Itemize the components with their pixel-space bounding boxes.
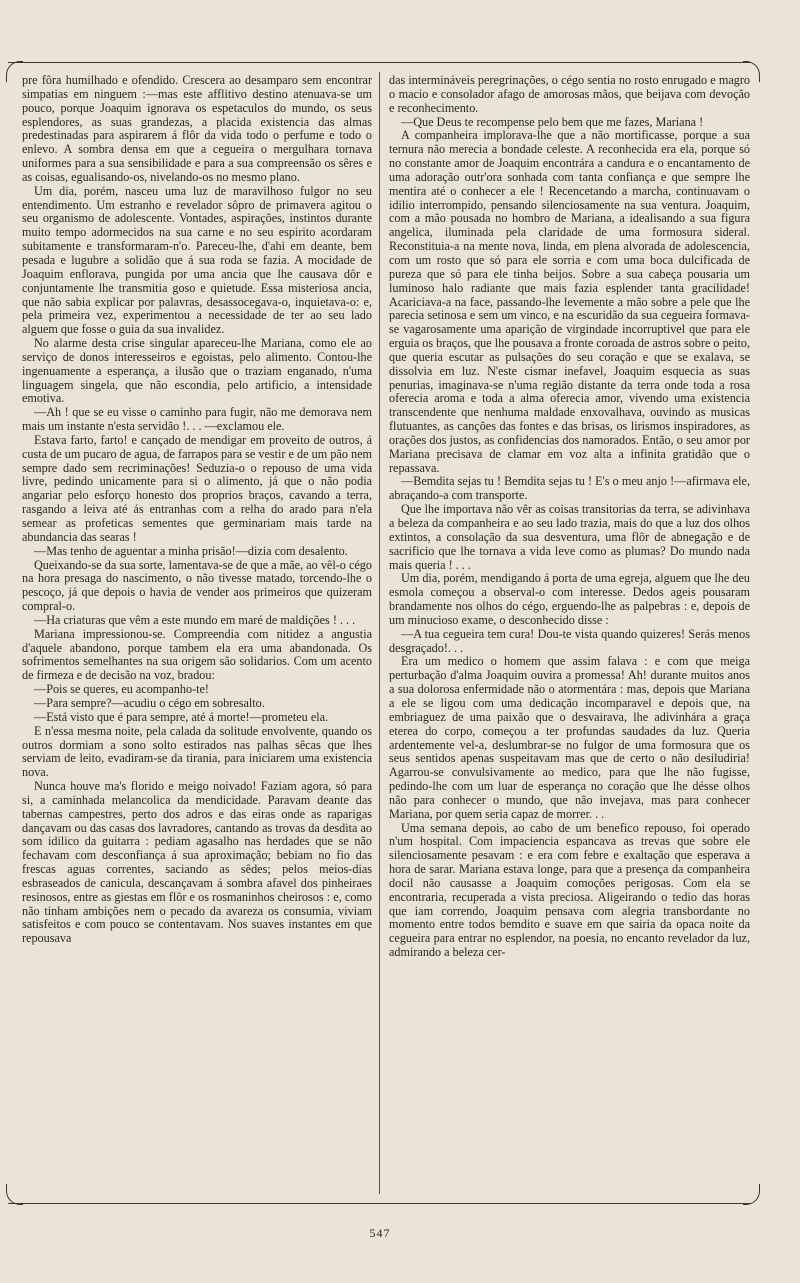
paragraph: das intermináveis peregrinações, o cégo sentia no rosto enrugado e magro o macio e consolador afago de amorosas mãos, que beijava com devoção e reconhecimento. [389,73,750,115]
paragraph: Queixando-se da sua sorte, lamentava-se de que a mãe, ao vêl-o cégo na hora presaga do nascimento, o não tivesse matado, torcendo-lhe o pescoço, já que depois o havia de vender aos primeiros que quizeram compral-o. [22,557,372,614]
column-divider [379,72,380,1194]
border-corner-bottom-right [743,1184,760,1205]
border-corner-top-left [6,61,23,82]
paragraph: —Ah ! que se eu visse o caminho para fugir, não me demorava nem mais um instante n'esta servidão !. . . —exclamou ele. [22,405,372,434]
paragraph: Uma semana depois, ao cabo de um benefico repouso, foi operado n'um hospital. Com impaciencia espancava as trevas que sobre ele silenciosamente pesavam : e era com febre e exaltação que esperava a hora de sarar. Mariana estava longe, para que a presença da companheira docil não causasse a Joaquim comoções perigosas. Com ela se encontraria, recuperada a vista preciosa. Aligeirando o tedio das horas que iam correndo, Joaquim pensava com alegria transbordante no momento entre todos bemdito e suave em que sairia da opaca noite da cegueira para entrar no esplendor, na poesia, no encanto revelador da luz, admirando a beleza cer- [389,820,750,960]
right-column [389,74,750,960]
paragraph: Nunca houve ma's florido e meigo noivado! Faziam agora, só para si, a caminhada melancolica da mendicidade. Paravam deante das tabernas campestres, perto dos adros e das eiras onde as raparigas dançavam ou das casas dos lavradores, cantando as trovas da desdita ao som idilico da guitarra : pediam agasalho nas herdades que se não fechavam com desconfiança á sua aproximação; bebiam no fio das frescas aguas correntes, saciando as sêdes; pelos meios-dias esbraseados de canicula, descançavam á sombra afavel dos pinheiraes resinosos, entre as giestas em flôr e os rosmaninhos cheirosos : e, como não tinham ambições nem o pecado da avareza os consumia, viviam satisfeitos e com pouco se contentavam. Nos suaves instantes em que repousava [22,779,372,946]
paragraph: No alarme desta crise singular apareceu-lhe Mariana, como ele ao serviço de donos interesseiros e egoistas, pelo alimento. Contou-lhe ingenuamente a esperança, a ilusão que o traziam enganado, n'uma linguagem singela, que não escondia, pelo artificio, a intensidade emotiva. [22,336,372,406]
left-column [22,74,372,946]
paragraph: —Que Deus te recompense pelo bem que me fazes, Mariana ! [401,114,704,129]
paragraph: Um dia, porém, mendigando á porta de uma egreja, alguem que lhe deu esmola começou a observal-o com interesse. Dedos ageis pousaram brandamente nos olhos do cégo, erguendo-lhe as palpebras : e, depois de um minucioso exame, o desconhecido disse : [389,571,750,627]
paragraph: Que lhe importava não vêr as coisas transitorias da terra, se adivinhava a beleza da companheira e ao seu lado trazia, mais do que a luz dos olhos extintos, a consolação da sua desventura, uma flôr de abnegação e de sacrificio que lhe tornava a vida leve como as plumas? Do mundo nada mais queria ! . . . [389,502,750,572]
paragraph: —Está visto que é para sempre, até á morte!—prometeu ela. [34,709,329,724]
paragraph: —Para sempre?—acudiu o cégo em sobresalto. [34,695,265,710]
paragraph: —Bemdita sejas tu ! Bemdita sejas tu ! E's o meu anjo !—afirmava ele, abraçando-a com transporte. [389,474,750,503]
page-number: 547 [369,1226,391,1240]
border-corner-bottom-left [6,1184,23,1205]
paragraph: Estava farto, farto! e cançado de mendigar em proveito de outros, á custa de um pucaro de agua, de farrapos para se vestir e de um pão nem sempre dado sem recriminações! Seduzia-o o repouso de uma vida livre, pedindo unicamente para si o alimento, já que o não podia angariar pelo esforço honesto dos proprios braços, cavando a terra, rasgando a leiva até ás entranhas com a relha do arado para n'ela semear as profeticas sementes que germinariam mais tarde na abundancia das searas ! [22,432,372,544]
paragraph: —Mas tenho de aguentar a minha prisão!—dizia com desalento. [34,543,348,558]
paragraph: Mariana impressionou-se. Compreendia com nitidez a angustia d'aquele abandono, porque tambem ela era uma abandonada. Os sofrimentos semelhantes na sua origem são solidarios. Com um acento de firmeza e de decisão na voz, bradou: [22,626,372,683]
paragraph: —Pois se queres, eu acompanho-te! [34,682,209,697]
paragraph: E n'essa mesma noite, pela calada da solitude envolvente, quando os outros dormiam a sono solto estirados nas palhas sêcas que lhes serviam de leito, evadiram-se da tirania, para iniciarem uma existencia nova. [22,723,372,780]
paragraph: —Ha criaturas que vêm a este mundo em maré de maldições ! . . . [34,612,356,627]
paragraph: A companheira implorava-lhe que a não mortificasse, porque a sua ternura não merecia a bondade celeste. A reconhecida era ela, porque só no constante amor de Joaquim encontrára a candura e o encantamento de uma adoração outr'ora sonhada com tanta confiança e que sempre lhe mentira até o conhecer a ele ! Recencetando a marcha, continuavam o idilio interrompido, pensando silenciosamente na sua ventura. Joaquim, com a mão pousada no hombro de Mariana, a idealisando a sua figura angelica, iluminada pela claridade de uma formosura sideral. Reconstituia-a na mente nova, linda, em plena alvorada de adolescencia, com um rosto que só para ele sorria e com uma boca dulcificada de pureza que só para ele tinha beijos. Sobre a sua cabeça pousaria um luminoso halo radiante que mais fazia esplender tanta gracilidade! Acariciava-a na face, passando-lhe levemente a mão sobre a pele que lhe parecia setinosa e sem um vinco, e na escuridão da sua cegueira formava-se vagarosamente uma aparição de virgindade incorruptivel que para ele erguia os braços, que lhe pousava a fronte coroada de astros sobre o peito, que queria escutar as pulsações do seu coração e que se exalava, se dissolvia em luz. N'este cismar inefavel, Joaquim esquecia as suas penurias, imaginava-se n'uma região distante da terra onde toda a rosa oferecia aroma e toda a alma oferecia amor, vivendo uma existencia transcendente que nenhuma maldade enxovalhava, ouvindo as musicas flutuantes, as canções das fontes e das brisas, os lirismos inspiradores, as orações dos justos, as confidencias dos namorados. Então, o seu amor por Mariana precisava de clamar em voz alta a infinita gratidão que o repassava. [389,128,750,475]
paragraph: pre fôra humilhado e ofendido. Crescera ao desamparo sem encontrar simpatias em ninguem :—mas este afflitivo destino atenuava-se um pouco, porque Joaquim ignorava os espetaculos do mundo, os seus esplendores, as suas grandezas, a placida existencia das almas predestinadas para aspirarem á flôr da vida todo o perfume e todo o enlevo. A sombra densa em que a cegueira o mergulhara tornava uniformes para a sua sensibilidade e para a sua compreensão os sêres e as coisas, egualisando-os, nivelando-os no mesmo plano. [22,73,372,184]
paragraph: Era um medico o homem que assim falava : e com que meiga perturbação d'alma Joaquim ouvira a promessa! Ah! durante muitos anos a sua dolorosa enfermidade não o atormentára : mas, depois que Mariana a ele se ligou com uma dedicação incomparavel e depois que, na embriaguez de uma paixão que o desvairava, lhe adivinhára a graça eterea do corpo, começou a ter profundas saudades da luz. Queria ardentemente vel-a, deslumbrar-se no fulgor de uma formosura que os seus sentidos apenas suspeitavam mas que de certo o não desiludiria! Agarrou-se convulsivamente ao medico, para que lhe não fugisse, pedindo-lhe com um luar de esperança no coração que lhe désse olhos não para conhecer o mundo, que não invejava, mas para conhecer Mariana, por quem seria capaz de morrer. . . [389,654,750,821]
paragraph: —A tua cegueira tem cura! Dou-te vista quando quizeres! Serás menos desgraçado!. . . [389,626,750,655]
paragraph: Um dia, porém, nasceu uma luz de maravilhoso fulgor no seu entendimento. Um estranho e revelador sôpro de primavera agitou o seu organismo de adolescente. Vontades, aspirações, instintos durante muito tempo adormecidos na sua carne e no seu espirito acordaram subitamente e transformaram-n'o. Pareceu-lhe, d'ahi em deante, bem pesada e lugubre a solidão que á sua roda se fazia. A mocidade de Joaquim enflorava, pungida por uma ancia que lhe causava dôr e conjuntamente lhe transmitia goso e quietude. Essa misteriosa ancia, que não sabia explicar por palavras, desassocegava-o, inquietava-o: e, pela primeira vez, experimentou a necessidade de ter ao seu lado alguem que fosse o guia da sua invalidez. [22,183,372,337]
